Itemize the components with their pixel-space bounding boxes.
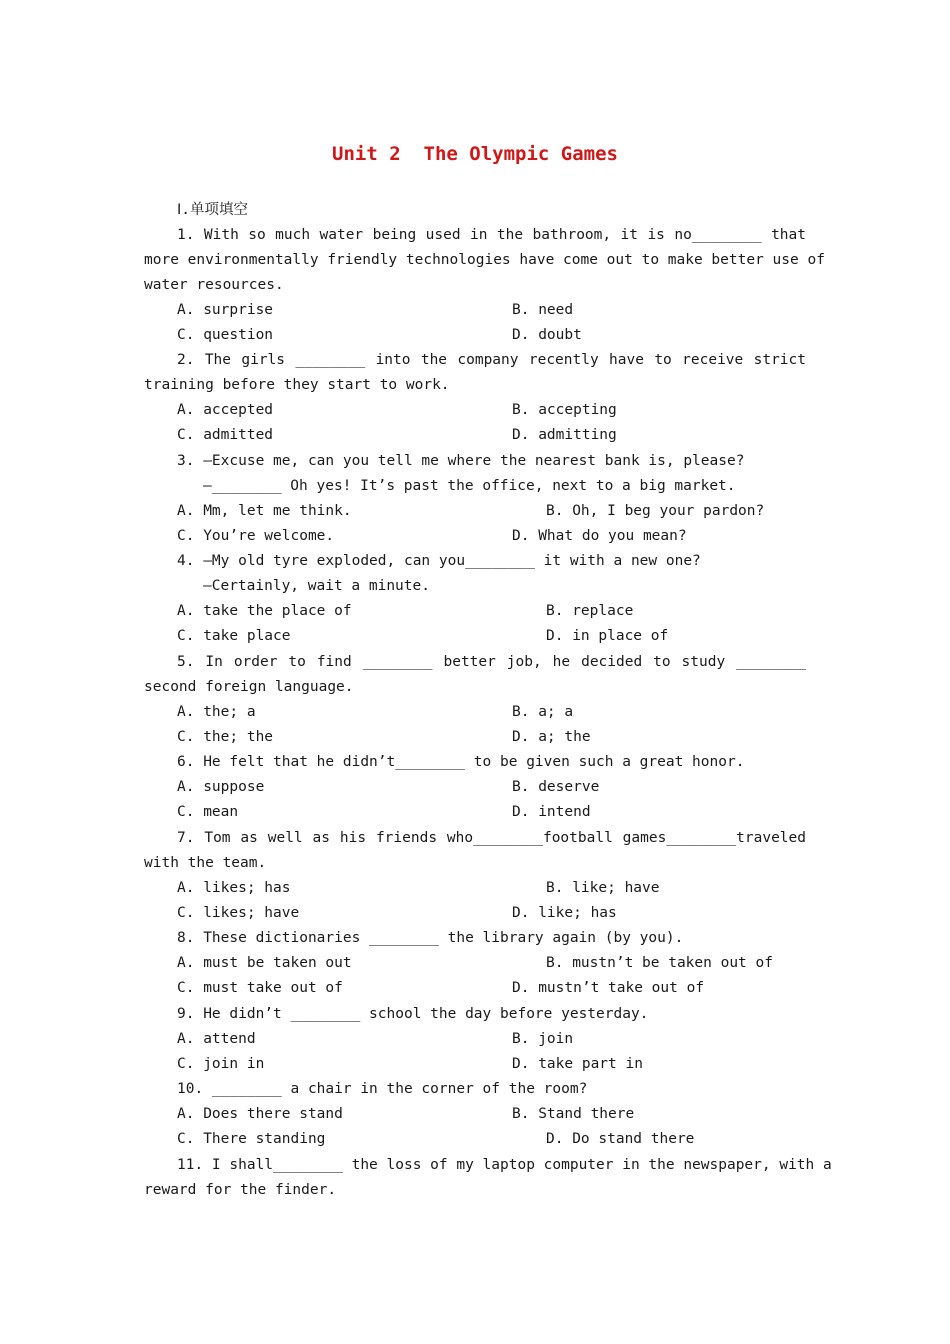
question-3-option-a: A. Mm, let me think. — [177, 503, 352, 519]
question-5-option-b: B. a; a — [512, 704, 574, 720]
question-10-option-c: C. There standing — [177, 1131, 326, 1147]
question-7-option-a: A. likes; has — [177, 880, 291, 896]
section-heading: Ⅰ.单项填空 — [177, 202, 249, 218]
question-3-option-c: C. You’re welcome. — [177, 528, 335, 544]
question-3-line-2: —________ Oh yes! It’s past the office, next to a big market. — [203, 478, 736, 494]
question-10-line-1: 10. ________ a chair in the corner of the room? — [177, 1081, 588, 1097]
question-4-option-d: D. in place of — [546, 628, 669, 644]
question-8-option-b: B. mustn’t be taken out of — [546, 955, 773, 971]
question-1-line-3: water resources. — [144, 277, 284, 293]
question-4-option-b: B. replace — [546, 603, 634, 619]
question-2-line-2: training before they start to work. — [144, 377, 450, 393]
question-10-option-b: B. Stand there — [512, 1106, 635, 1122]
question-1-option-c: C. question — [177, 327, 274, 343]
question-9-line-1: 9. He didn’t ________ school the day before yesterday. — [177, 1006, 649, 1022]
question-4-option-c: C. take place — [177, 628, 291, 644]
question-11-line-1: 11. I shall________ the loss of my laptop computer in the newspaper, with a — [177, 1157, 832, 1173]
question-7-option-c: C. likes; have — [177, 905, 300, 921]
question-7-line-2: with the team. — [144, 855, 267, 871]
question-8-option-d: D. mustn’t take out of — [512, 980, 705, 996]
question-5-option-c: C. the; the — [177, 729, 274, 745]
question-9-option-d: D. take part in — [512, 1056, 643, 1072]
question-7-option-d: D. like; has — [512, 905, 617, 921]
question-9-option-c: C. join in — [177, 1056, 265, 1072]
question-6-option-c: C. mean — [177, 804, 239, 820]
question-5-line-2: second foreign language. — [144, 679, 354, 695]
question-1-line-1: 1. With so much water being used in the bathroom, it is no________ that — [177, 227, 806, 243]
question-2-option-c: C. admitted — [177, 427, 274, 443]
question-2-option-b: B. accepting — [512, 402, 617, 418]
question-10-option-d: D. Do stand there — [546, 1131, 695, 1147]
page-title: Unit 2 The Olympic Games — [332, 143, 618, 165]
question-4-line-2: —Certainly, wait a minute. — [203, 578, 430, 594]
question-4-line-1: 4. —My old tyre exploded, can you________ it with a new one? — [177, 553, 701, 569]
question-3-option-d: D. What do you mean? — [512, 528, 687, 544]
question-10-option-a: A. Does there stand — [177, 1106, 343, 1122]
question-5-option-d: D. a; the — [512, 729, 591, 745]
question-1-option-d: D. doubt — [512, 327, 582, 343]
question-2-option-d: D. admitting — [512, 427, 617, 443]
question-6-option-a: A. suppose — [177, 779, 265, 795]
question-6-option-d: D. intend — [512, 804, 591, 820]
question-3-line-1: 3. —Excuse me, can you tell me where the nearest bank is, please? — [177, 453, 745, 469]
question-8-line-1: 8. These dictionaries ________ the library again (by you). — [177, 930, 684, 946]
question-8-option-c: C. must take out of — [177, 980, 343, 996]
question-11-line-2: reward for the finder. — [144, 1182, 337, 1198]
question-1-option-a: A. surprise — [177, 302, 274, 318]
question-6-line-1: 6. He felt that he didn’t________ to be given such a great honor. — [177, 754, 745, 770]
question-2-line-1: 2. The girls ________ into the company recently have to receive strict — [177, 352, 806, 368]
question-4-option-a: A. take the place of — [177, 603, 352, 619]
question-9-option-a: A. attend — [177, 1031, 256, 1047]
question-6-option-b: B. deserve — [512, 779, 600, 795]
question-3-option-b: B. Oh, I beg your pardon? — [546, 503, 765, 519]
question-7-option-b: B. like; have — [546, 880, 660, 896]
question-1-option-b: B. need — [512, 302, 574, 318]
question-1-line-2: more environmentally friendly technologies have come out to make better use of — [144, 252, 825, 268]
question-5-option-a: A. the; a — [177, 704, 256, 720]
question-9-option-b: B. join — [512, 1031, 574, 1047]
question-2-option-a: A. accepted — [177, 402, 274, 418]
question-8-option-a: A. must be taken out — [177, 955, 352, 971]
question-7-line-1: 7. Tom as well as his friends who________football games________traveled — [177, 830, 806, 846]
question-5-line-1: 5. In order to find ________ better job, he decided to study ________ — [177, 654, 806, 670]
